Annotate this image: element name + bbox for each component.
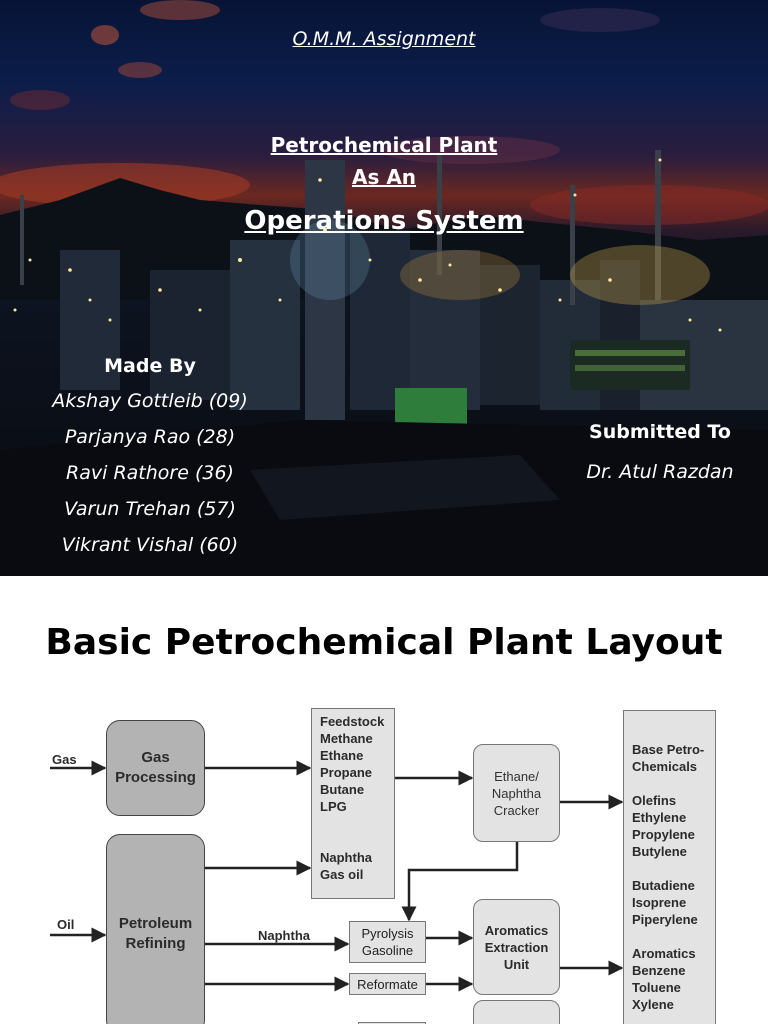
reformate-label: Reformate bbox=[357, 976, 418, 992]
title-line-3: Operations System bbox=[244, 206, 524, 236]
aromatics-extraction-line-3: Unit bbox=[503, 956, 530, 972]
gas-processing-line-1: Gas bbox=[141, 749, 170, 766]
slide-title: Basic Petrochemical Plant Layout bbox=[45, 622, 723, 663]
feedstock-item-3: Ethane bbox=[320, 748, 364, 763]
gas-processing-line-2: Processing bbox=[115, 769, 196, 786]
products-item: Base Petro- bbox=[632, 742, 705, 757]
products-item: Butadiene bbox=[632, 878, 695, 893]
products-item: Propylene bbox=[632, 827, 695, 842]
feedstock-item-8: Gas oil bbox=[320, 867, 364, 882]
gas-input-label: Gas bbox=[52, 752, 77, 767]
pyrolysis-line-1: Pyrolysis bbox=[361, 926, 414, 941]
petroleum-refining-box bbox=[106, 834, 205, 1024]
products-item: Toluene bbox=[632, 980, 681, 995]
products-item: Aromatics bbox=[632, 946, 696, 961]
made-by-label: Made By bbox=[104, 355, 196, 377]
feedstock-item-6: LPG bbox=[320, 799, 347, 814]
cracker-line-2: Naphtha bbox=[491, 785, 542, 801]
naphtha-flow-label: Naphtha bbox=[258, 928, 310, 943]
feedstock-spacer bbox=[320, 815, 394, 832]
aromatics-extraction-box bbox=[473, 899, 560, 995]
products-item: Butylene bbox=[632, 844, 687, 859]
cracker-line-3: Cracker bbox=[493, 802, 540, 818]
author-2: Parjanya Rao (28) bbox=[64, 426, 236, 448]
products-item: Isoprene bbox=[632, 895, 687, 910]
products-item: Chemicals bbox=[632, 759, 698, 774]
cracker-box bbox=[473, 744, 560, 842]
products-item: Benzene bbox=[632, 963, 686, 978]
petroleum-refining-line-1: Petroleum bbox=[118, 915, 193, 932]
feedstock-box bbox=[311, 708, 395, 899]
submitted-to-name: Dr. Atul Razdan bbox=[586, 461, 734, 483]
products-spacer bbox=[632, 860, 715, 877]
feedstock-item-5: Butane bbox=[320, 782, 365, 797]
products-item: Xylene bbox=[632, 997, 674, 1012]
petroleum-refining-line-2: Refining bbox=[125, 935, 186, 952]
feedstock-item-4: Propane bbox=[320, 765, 373, 780]
submitted-to-label: Submitted To bbox=[589, 421, 731, 443]
lower-unit-box bbox=[473, 1000, 560, 1024]
course-label: O.M.M. Assignment bbox=[292, 28, 476, 50]
author-3: Ravi Rathore (36) bbox=[66, 462, 234, 484]
products-box bbox=[623, 710, 716, 1024]
reformate-box bbox=[349, 973, 426, 995]
feedstock-spacer bbox=[320, 832, 394, 849]
author-1: Akshay Gottleib (09) bbox=[52, 390, 248, 412]
aromatics-extraction-line-2: Extraction bbox=[484, 939, 549, 955]
pyrolysis-gasoline-box bbox=[349, 921, 426, 963]
products-spacer bbox=[632, 775, 715, 792]
products-spacer bbox=[632, 928, 715, 945]
products-item: Piperylene bbox=[632, 912, 698, 927]
title-line-1: Petrochemical Plant bbox=[270, 133, 498, 157]
author-4: Varun Trehan (57) bbox=[64, 498, 236, 520]
author-5: Vikrant Vishal (60) bbox=[61, 534, 239, 556]
products-item: Olefins bbox=[632, 793, 677, 808]
gas-processing-box bbox=[106, 720, 205, 816]
aromatics-extraction-line-1: Aromatics bbox=[484, 922, 549, 938]
layout-slide bbox=[0, 592, 768, 1024]
title-line-2: As An bbox=[351, 165, 417, 189]
oil-input-label: Oil bbox=[57, 917, 75, 932]
products-item: Ethylene bbox=[632, 810, 687, 825]
cracker-line-1: Ethane/ bbox=[494, 768, 539, 784]
pyrolysis-line-2: Gasoline bbox=[361, 943, 414, 958]
feedstock-item-7: Naphtha bbox=[320, 850, 372, 865]
feedstock-item-2: Methane bbox=[320, 731, 373, 746]
feedstock-item-1: Feedstock bbox=[320, 714, 385, 729]
